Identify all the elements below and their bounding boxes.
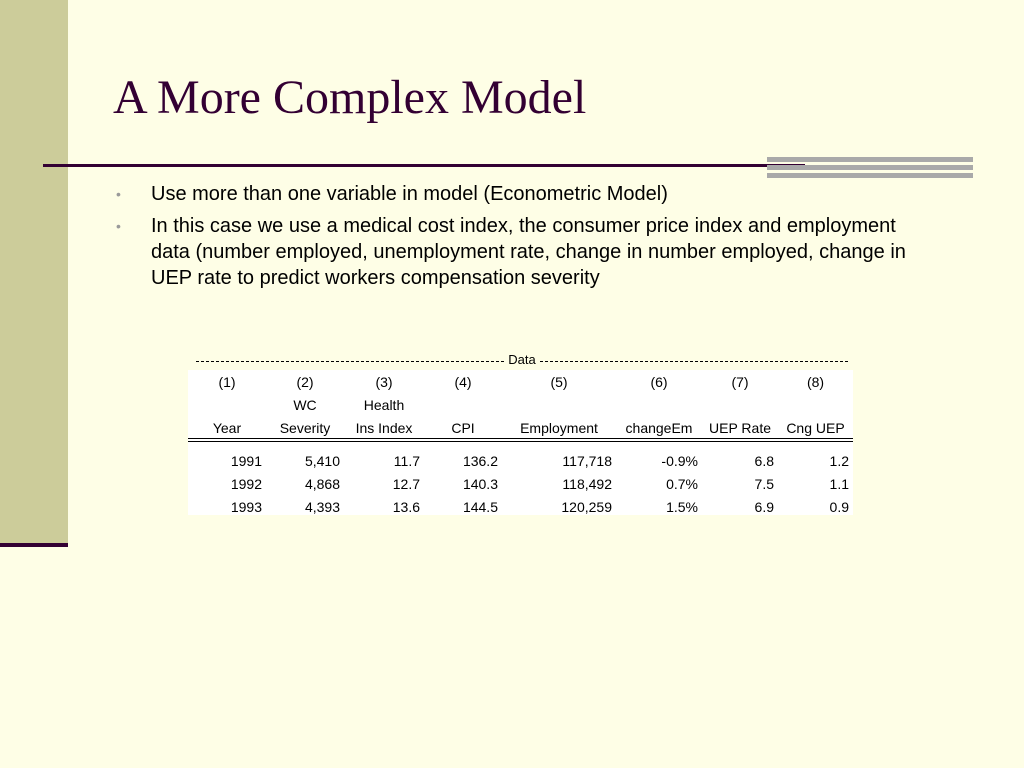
bullet-dot-icon: • (116, 186, 121, 202)
table-cell: 1993 (230, 498, 262, 515)
table-cell: -0.9% (661, 452, 698, 469)
col-number: (2) (296, 373, 314, 390)
table-row (188, 472, 853, 495)
table-row (188, 449, 853, 472)
table-cell: 5,410 (304, 452, 340, 469)
col-header: CPI (451, 419, 475, 436)
column-number-row (188, 370, 853, 393)
col-header-top (702, 393, 778, 416)
bullet-list (116, 181, 936, 297)
col-header: Severity (279, 419, 331, 436)
data-header-label: Data (508, 352, 536, 367)
left-band-footer-line (0, 543, 68, 547)
table-cell: 1991 (230, 452, 262, 469)
col-header-top (424, 393, 502, 416)
col-header: Cng UEP (786, 419, 845, 436)
col-header-top (616, 393, 702, 416)
col-number: (4) (454, 373, 472, 390)
table-cell: 6.9 (754, 498, 774, 515)
slide-title: A More Complex Model (113, 71, 587, 124)
table-cell: 4,868 (304, 475, 340, 492)
table-cell: 136.2 (462, 452, 498, 469)
data-section-header (196, 352, 848, 368)
column-header-top-row (188, 393, 853, 416)
col-header: UEP Rate (709, 419, 771, 436)
table-cell: 1.5% (666, 498, 698, 515)
table-cell: 4,393 (304, 498, 340, 515)
col-header-top (502, 393, 616, 416)
column-header-row (188, 416, 853, 439)
col-number: (6) (650, 373, 668, 390)
bullet-dot-icon: • (116, 218, 121, 234)
col-header: changeEm (625, 419, 693, 436)
table-cell: 0.9 (829, 498, 849, 515)
col-number: (3) (375, 373, 393, 390)
col-number: (1) (218, 373, 236, 390)
bullet-item: • In this case we use a medical cost index, the consumer price index and employment data (number employed, unemployment rate, change in number employed, change in UEP rate to predict workers compensation severity (116, 215, 906, 289)
col-header-top (778, 393, 853, 416)
table-cell: 0.7% (666, 475, 698, 492)
col-header: Ins Index (355, 419, 413, 436)
table-cell: 117,718 (562, 452, 612, 469)
table-row (188, 495, 853, 518)
header-double-rule (188, 438, 853, 442)
table-cell: 1.2 (829, 452, 849, 469)
table-cell: 11.7 (393, 452, 420, 469)
col-header-top: Health (363, 396, 405, 413)
col-number: (5) (550, 373, 568, 390)
table-cell: 144.5 (462, 498, 498, 515)
left-accent-band (0, 0, 68, 546)
col-header: Year (212, 419, 242, 436)
table-cell: 140.3 (462, 475, 498, 492)
table-cell: 1992 (230, 475, 262, 492)
table-cell: 6.8 (754, 452, 774, 469)
col-header-top (188, 393, 266, 416)
table-cell: 118,492 (562, 475, 612, 492)
table-cell: 1.1 (829, 475, 849, 492)
col-number: (7) (731, 373, 749, 390)
col-header-top: WC (293, 396, 317, 413)
table-cell: 13.6 (392, 498, 420, 515)
data-table-panel (188, 370, 853, 515)
title-underline (43, 164, 805, 167)
table-cell: 12.7 (392, 475, 420, 492)
dashed-line-right (540, 361, 848, 362)
bullet-item: • Use more than one variable in model (Econometric Model) (116, 183, 668, 205)
col-header: Employment (520, 419, 598, 436)
table-cell: 120,259 (561, 498, 612, 515)
data-table (188, 370, 853, 518)
col-number: (8) (806, 373, 825, 390)
decorative-gray-bars (767, 157, 973, 181)
dashed-line-left (196, 361, 504, 362)
table-cell: 7.5 (754, 475, 774, 492)
